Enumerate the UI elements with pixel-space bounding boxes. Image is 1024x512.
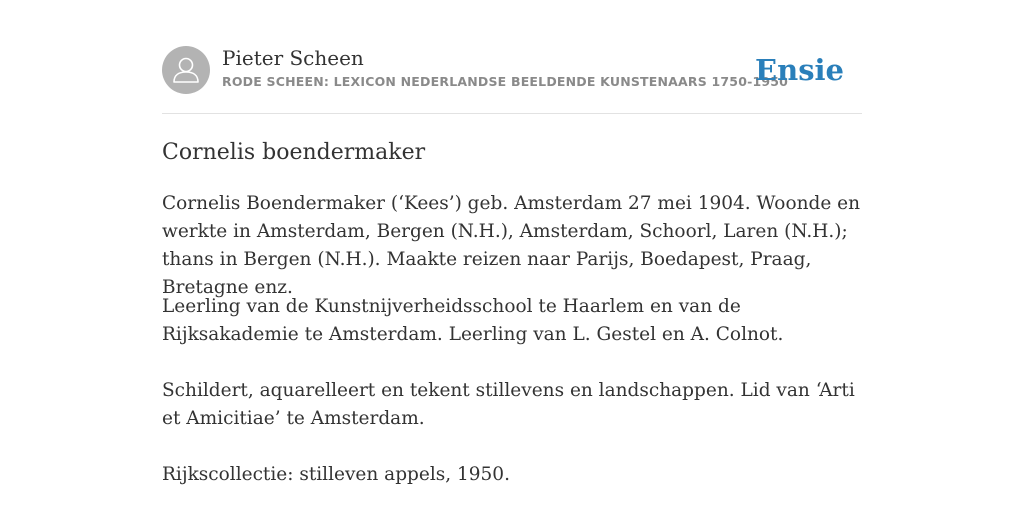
article-paragraph: Cornelis Boendermaker (‘Kees’) geb. Amsterdam 27 mei 1904. Woonde en werkte in Amsterdam, Bergen (N.H.), Amsterdam, Schoorl, Laren (N.H.); thans in Bergen (N.H.). Maakte reizen naar Parijs, Boedapest, Praag, Bretagne enz.	[162, 193, 861, 298]
user-avatar-icon[interactable]	[162, 46, 210, 94]
article-paragraph: Leerling van de Kunstnijverheidsschool te Haarlem en van de Rijksakademie te Amsterdam. Leerling van L. Gestel en A. Colnot.	[162, 296, 784, 345]
author-name[interactable]: Pieter Scheen	[222, 46, 364, 70]
source-title[interactable]: RODE SCHEEN: LEXICON NEDERLANDSE BEELDENDE KUNSTENAARS 1750-1950	[222, 74, 789, 89]
article-paragraph: Schildert, aquarelleert en tekent stillevens en landschappen. Lid van ‘Arti et Amicitiae’ te Amsterdam.	[162, 380, 855, 429]
article-paragraph: Rijkscollectie: stilleven appels, 1950.	[162, 464, 510, 485]
brand-logo[interactable]: Ensie	[755, 53, 844, 87]
header-divider	[162, 113, 862, 114]
article-header	[162, 46, 862, 96]
article-title: Cornelis boendermaker	[162, 140, 426, 165]
avatar-silhouette-icon	[162, 46, 210, 94]
